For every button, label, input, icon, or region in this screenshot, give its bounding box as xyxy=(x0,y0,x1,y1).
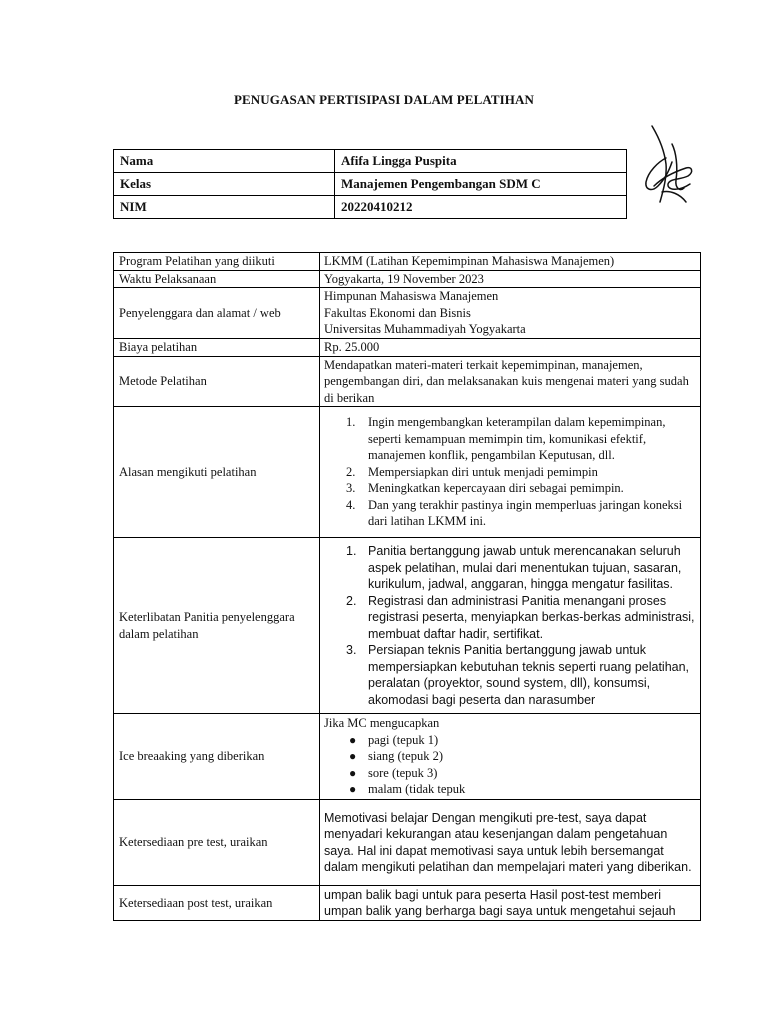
penyelenggara-line: Fakultas Ekonomi dan Bisnis xyxy=(324,305,471,320)
list-number: 4. xyxy=(346,497,356,512)
icebreaking-label: Ice breaaking yang diberikan xyxy=(114,714,320,800)
list-item xyxy=(324,748,696,765)
row-keterlibatan xyxy=(114,538,701,714)
list-item xyxy=(324,480,696,497)
list-item xyxy=(324,642,696,708)
bullet-icon: ● xyxy=(349,749,357,764)
identity-row-nama xyxy=(114,150,627,173)
pretest-label: Ketersediaan pre test, uraikan xyxy=(114,800,320,886)
alasan-label: Alasan mengikuti pelatihan xyxy=(114,407,320,538)
penyelenggara-line: Universitas Muhammadiyah Yogyakarta xyxy=(324,322,526,337)
list-number: 3. xyxy=(346,643,357,657)
identity-row-nim xyxy=(114,196,627,219)
list-item xyxy=(324,593,696,643)
list-number: 2. xyxy=(346,464,356,479)
list-item-text: pagi (tepuk 1) xyxy=(368,732,439,747)
list-number: 1. xyxy=(346,544,357,558)
keterlibatan-list xyxy=(324,543,696,708)
list-item-text: Mempersiapkan diri untuk menjadi pemimpin xyxy=(368,464,598,479)
row-biaya xyxy=(114,339,701,357)
list-item-text: Ingin mengembangkan keterampilan dalam kepemimpinan, seperti kemampuan memimpin tim, komunikasi efektif, manajemen konflik, pengambilan Keputusan, dll. xyxy=(368,415,666,463)
icebreaking-intro: Jika MC mengucapkan xyxy=(324,716,440,731)
penyelenggara-label: Penyelenggara dan alamat / web xyxy=(114,288,320,339)
list-item-text: Registrasi dan administrasi Panitia menangani proses registrasi peserta, menyiapkan berkas-berkas administrasi, membuat daftar hadir, sertifikat. xyxy=(368,593,695,641)
row-waktu xyxy=(114,270,701,288)
nim-label: NIM xyxy=(114,196,335,219)
list-item-text: siang (tepuk 2) xyxy=(368,749,443,764)
biaya-value: Rp. 25.000 xyxy=(320,339,701,357)
list-item xyxy=(324,414,696,464)
list-item xyxy=(324,732,696,749)
pretest-value: Memotivasi belajar Dengan mengikuti pre-test, saya dapat menyadari kekurangan atau kesenjangan dalam pengetahuan saya. Hal ini dapat memotivasi saya untuk lebih bersemangat dalam mengikuti pelatihan dan mempelajari materi yang diberikan. xyxy=(320,800,701,886)
nim-value: 20220410212 xyxy=(335,196,627,219)
training-table xyxy=(113,252,701,921)
program-value: LKMM (Latihan Kepemimpinan Mahasiswa Manajemen) xyxy=(320,253,701,271)
kelas-label: Kelas xyxy=(114,173,335,196)
bullet-icon: ● xyxy=(349,782,357,797)
kelas-value: Manajemen Pengembangan SDM C xyxy=(335,173,627,196)
list-item xyxy=(324,765,696,782)
metode-value: Mendapatkan materi-materi terkait kepemimpinan, manajemen, pengembangan diri, dan melaksanakan kuis mengenai materi yang sudah di berikan xyxy=(320,356,701,407)
list-item-text: Dan yang terakhir pastinya ingin memperluas jaringan koneksi dari latihan LKMM ini. xyxy=(368,497,683,529)
list-item xyxy=(324,497,696,530)
list-item xyxy=(324,543,696,593)
list-item-text: sore (tepuk 3) xyxy=(368,765,438,780)
row-icebreaking xyxy=(114,714,701,800)
posttest-label: Ketersediaan post test, uraikan xyxy=(114,886,320,921)
row-alasan xyxy=(114,407,701,538)
waktu-value: Yogyakarta, 19 November 2023 xyxy=(320,270,701,288)
bullet-icon: ● xyxy=(349,765,357,780)
list-item-text: malam (tidak tepuk xyxy=(368,782,466,797)
waktu-label: Waktu Pelaksanaan xyxy=(114,270,320,288)
penyelenggara-line: Himpunan Mahasiswa Manajemen xyxy=(324,289,499,304)
list-item-text: Panitia bertanggung jawab untuk merencanakan seluruh aspek pelatihan, mulai dari menentukan tujuan, sasaran, kurikulum, jadwal, anggaran, hingga mengatur fasilitas. xyxy=(368,544,682,591)
list-number: 1. xyxy=(346,415,356,430)
row-metode xyxy=(114,356,701,407)
list-item-text: Persiapan teknis Panitia bertanggung jawab untuk mempersiapkan kebutuhan teknis seperti ruang pelatihan, peralatan (proyektor, sound system, dll), konsumsi, akomodasi bagi peserta dan narasumber xyxy=(368,643,690,707)
icebreaking-value xyxy=(320,714,701,800)
row-penyelenggara xyxy=(114,288,701,339)
row-posttest xyxy=(114,886,701,921)
alasan-list xyxy=(324,414,696,530)
nama-value: Afifa Lingga Puspita xyxy=(335,150,627,173)
penyelenggara-value xyxy=(320,288,701,339)
alasan-value xyxy=(320,407,701,538)
list-item xyxy=(324,464,696,481)
identity-row-kelas xyxy=(114,173,627,196)
biaya-label: Biaya pelatihan xyxy=(114,339,320,357)
list-number: 2. xyxy=(346,593,357,608)
metode-label: Metode Pelatihan xyxy=(114,356,320,407)
document-title: PENUGASAN PERTISIPASI DALAM PELATIHAN xyxy=(234,92,534,107)
keterlibatan-label: Keterlibatan Panitia penyelenggara dalam pelatihan xyxy=(114,538,320,714)
signature-icon xyxy=(640,122,696,210)
row-program xyxy=(114,253,701,271)
bullet-icon: ● xyxy=(349,732,357,747)
list-item-text: Meningkatkan kepercayaan diri sebagai pemimpin. xyxy=(368,481,624,496)
posttest-value: umpan balik bagi untuk para peserta Hasil post-test memberi umpan balik yang berharga bagi saya untuk mengetahui sejauh xyxy=(320,886,701,921)
keterlibatan-value xyxy=(320,538,701,714)
icebreaking-list xyxy=(324,732,696,798)
row-pretest xyxy=(114,800,701,886)
identity-table xyxy=(113,149,627,219)
list-item xyxy=(324,781,696,798)
list-number: 3. xyxy=(346,481,356,496)
program-label: Program Pelatihan yang diikuti xyxy=(114,253,320,271)
nama-label: Nama xyxy=(114,150,335,173)
